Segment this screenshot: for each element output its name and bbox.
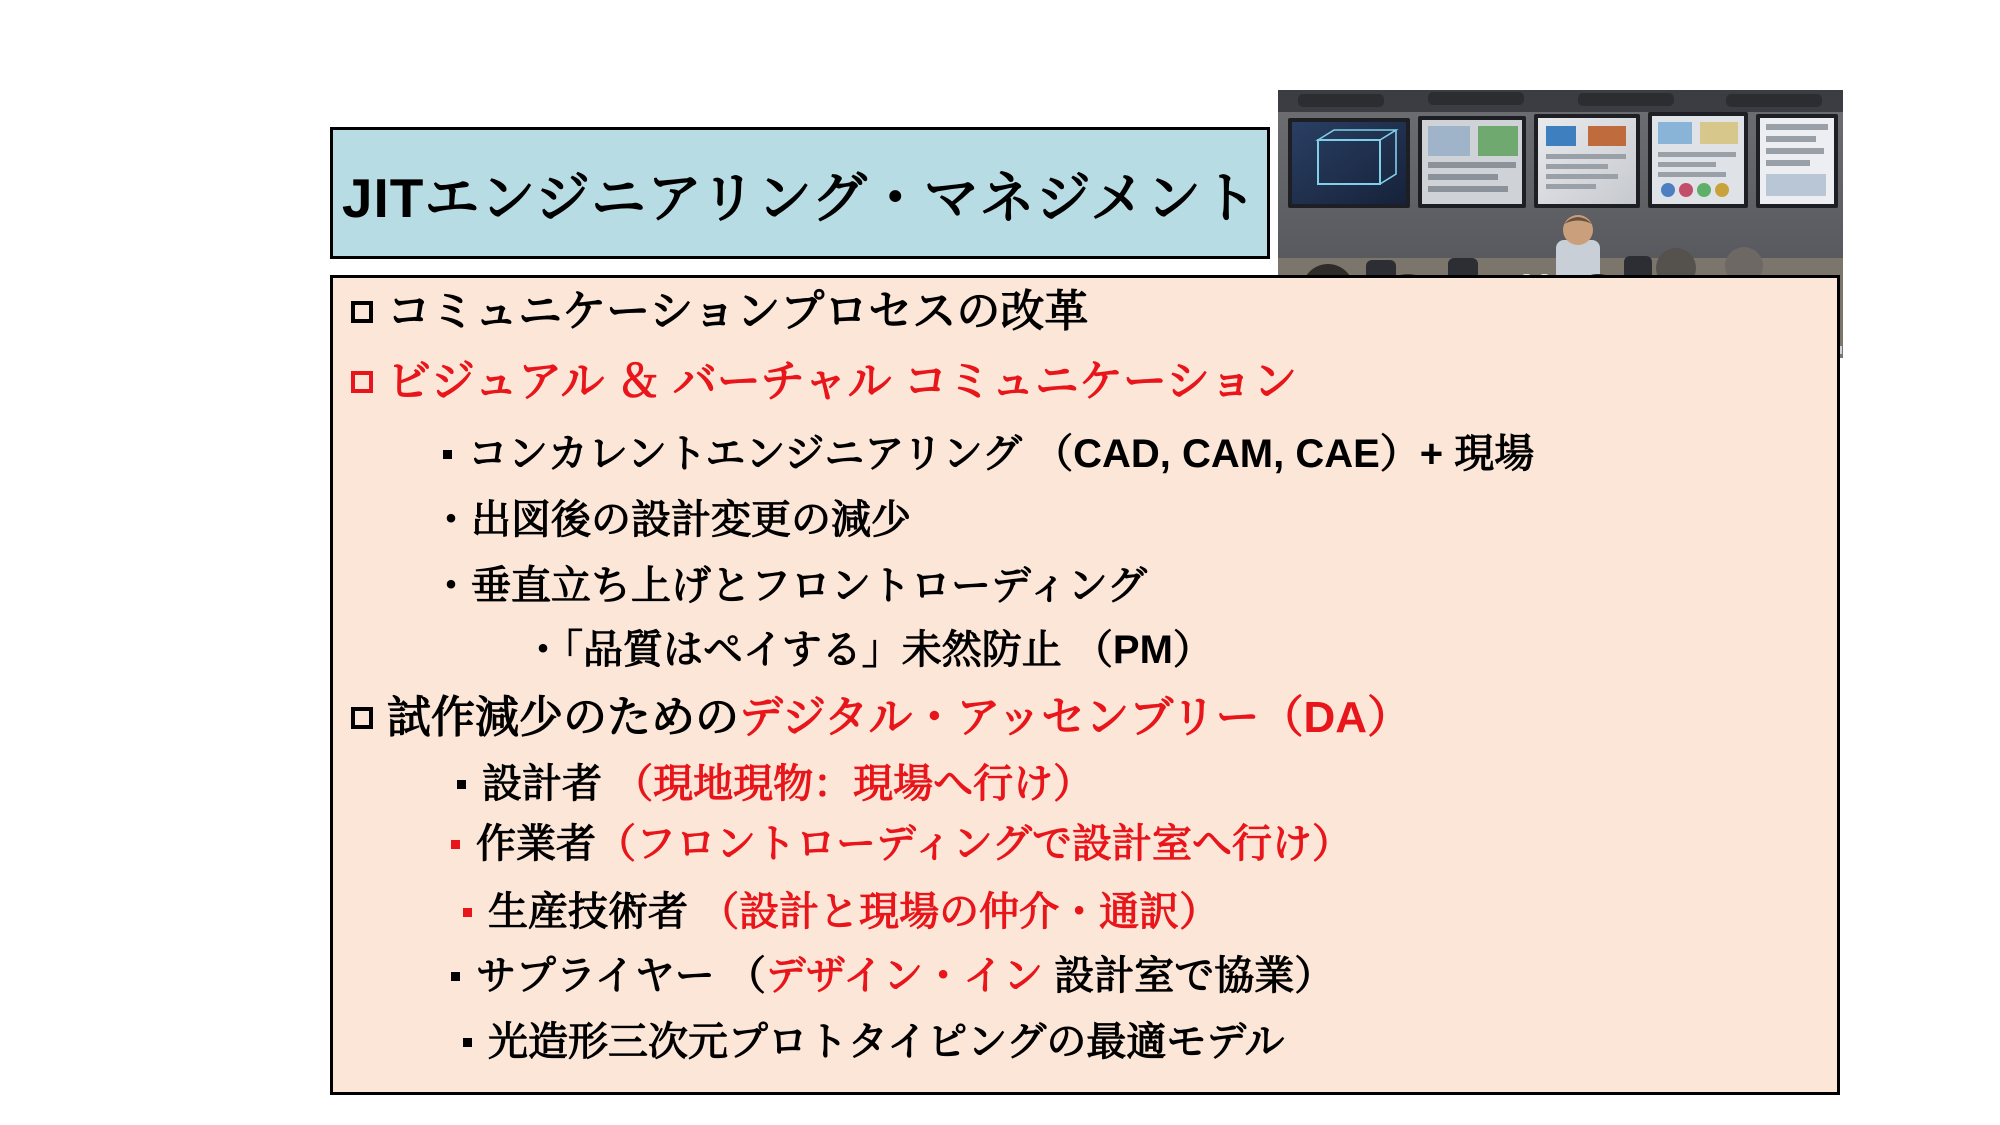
bullet-text: 光造形三次元プロトタイピングの最適モデル xyxy=(488,1020,1285,1064)
bullet-item xyxy=(351,287,1089,336)
bullet-text-tail: 設計室で協業） xyxy=(1043,954,1335,998)
bullet-item xyxy=(523,630,1213,670)
dot-bullet-icon xyxy=(451,840,460,849)
bullet-text-highlight: （フロントローディングで設計室へ行け） xyxy=(596,822,1352,866)
bullet-text-highlight: デジタル・アッセンブリー（DA） xyxy=(739,693,1412,742)
middot-bullet-icon: ・ xyxy=(523,628,563,672)
bullet-item xyxy=(463,892,1219,932)
bullet-text: 生産技術者 xyxy=(488,890,700,934)
dot-bullet-icon xyxy=(463,908,472,917)
slide-title-box xyxy=(330,127,1270,259)
bullet-text: 「品質はペイする」未然防止 （PM） xyxy=(563,628,1213,672)
bullet-item xyxy=(443,434,1534,474)
bullet-text: ビジュアル ＆ バーチャル コミュニケーション xyxy=(387,357,1298,406)
bullet-text-highlight: （現地現物：現場へ行け） xyxy=(613,762,1094,806)
bullet-item xyxy=(457,764,1093,804)
bullet-text-highlight: デザイン・イン xyxy=(765,954,1044,998)
square-bullet-icon xyxy=(351,301,373,323)
bullet-text: コンカレントエンジニアリング （CAD, CAM, CAE）+ 現場 xyxy=(468,432,1535,476)
bullet-text: 試作減少のための xyxy=(387,693,739,742)
bullet-item xyxy=(463,1022,1284,1062)
dot-bullet-icon xyxy=(457,780,466,789)
slide-body-box xyxy=(330,275,1840,1095)
middot-bullet-icon: ・ xyxy=(431,564,471,608)
square-bullet-icon xyxy=(351,371,373,393)
bullet-text: 作業者 xyxy=(476,822,596,866)
bullet-text: サプライヤー （ xyxy=(476,954,766,998)
dot-bullet-icon xyxy=(463,1038,472,1047)
dot-bullet-icon xyxy=(443,450,452,459)
bullet-text: 垂直立ち上げとフロントローディング xyxy=(471,564,1147,608)
bullet-text-highlight: （設計と現場の仲介・通訳） xyxy=(699,890,1220,934)
bullet-item xyxy=(351,357,1298,406)
page-title: JITエンジニアリング・マネジメント xyxy=(341,166,1259,229)
bullet-item xyxy=(451,956,1334,996)
bullet-text: 出図後の設計変更の減少 xyxy=(471,498,911,542)
bullet-item xyxy=(451,824,1352,864)
square-bullet-icon xyxy=(351,707,373,729)
bullet-text: 設計者 xyxy=(482,762,614,806)
bullet-item xyxy=(351,693,1412,742)
bullet-text: コミュニケーションプロセスの改革 xyxy=(387,287,1089,336)
bullet-item xyxy=(431,500,911,540)
bullet-item xyxy=(431,566,1147,606)
middot-bullet-icon: ・ xyxy=(431,498,471,542)
dot-bullet-icon xyxy=(451,972,460,981)
